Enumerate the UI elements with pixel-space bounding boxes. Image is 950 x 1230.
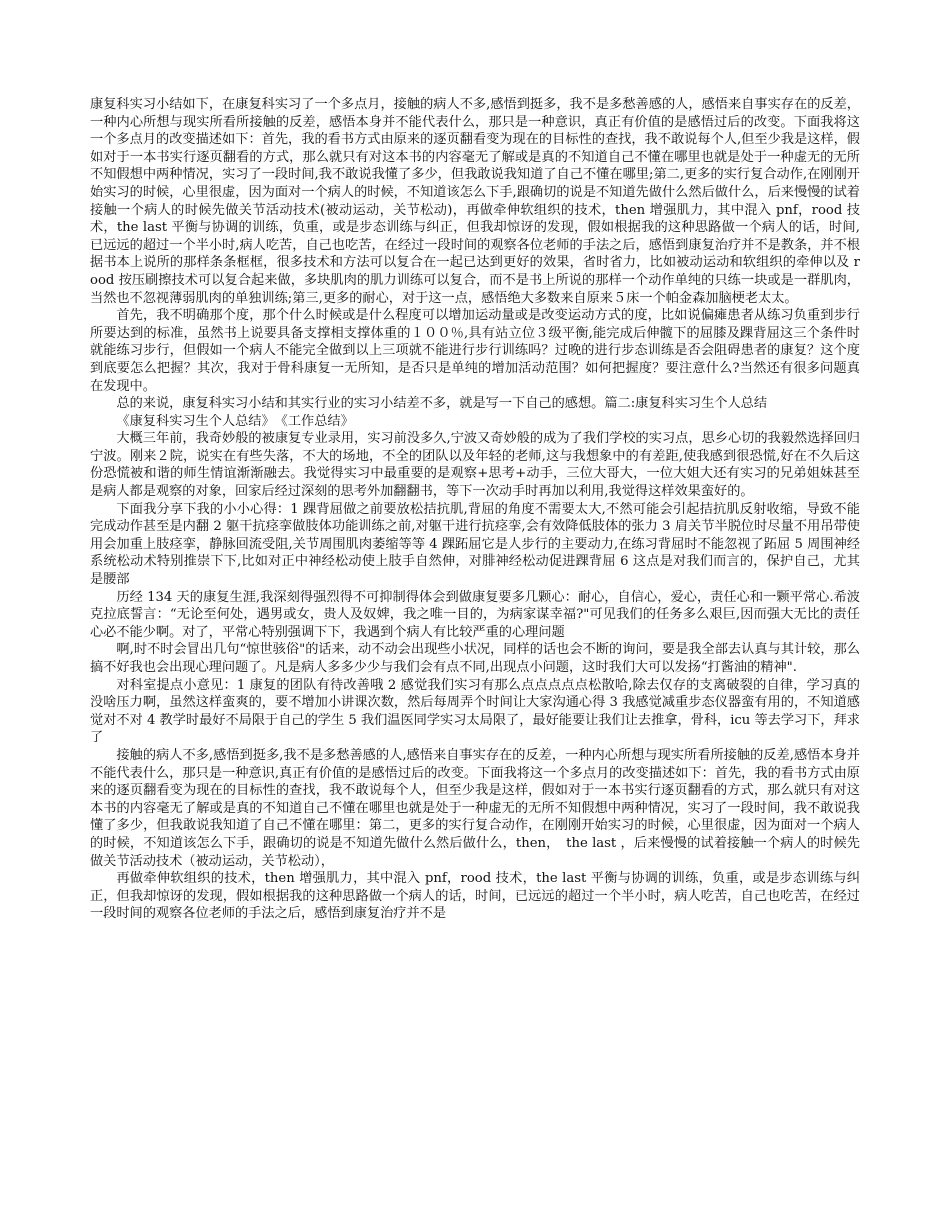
- paragraph-summary: 总的来说，康复科实习小结和其实行业的实习小结差不多，就是写一下自己的感想。篇二:康复科实习生个人总结: [116, 396, 768, 412]
- paragraph-titles: 《康复科实习生个人总结》 《工作总结》: [116, 413, 354, 429]
- paragraph-experience: 历经 134 天的康复生涯,我深刻得强烈得不可抑制得体会到做康复要多几颗心：耐心，自信心，爱心，责任心和一颗平常心.希波克拉底誓言：“无论至何处，遇男或女，贵人及奴婢，我之唯一目的，为病家谋幸福?"可见我们的任务多么艰巨,因而强大无比的责任心必不能少啊。对了，平常心特别强调下下，我遇到个病人有比较严重的心理问题: [90, 589, 860, 640]
- paragraph-patient: 啊,时不时会冒出几句“惊世骇俗"的话来，动不动会出现些小状况，同样的话也会不断的询问，要是我全部去认真与其计较，那么搞不好我也会出现心理问题了。凡是病人多多少少与我们会有点不同,出现点小问题，这时我们大可以发扬“打酱油的精神".: [90, 642, 860, 675]
- paragraph-questions: 首先，我不明确那个度，那个什么时候或是什么程度可以增加运动量或是改变运动方式的度，比如说偏瘫患者从练习负重到步行所要达到的标准，虽然书上说要具备支撑相支撑体重的１００％,具有站立位３级平衡,能完成后伸髋下的屈膝及踝背屈这三个条件时就能练习步行，但假如一个病人不能完全做到以上三项就不能进行步行训练吗？过晚的进行步态训练是否会阻碍患者的康复？这个度到底要怎么把握？其次，我对于骨科康复一无所知，是否只是单纯的增加活动范围？如何把握度？要注意什么?当然还有很多问题真在发现中。: [90, 308, 860, 394]
- paragraph-reflection: 接触的病人不多,感悟到挺多,我不是多愁善感的人,感悟来自事实存在的反差，一种内心所想与现实所看所接触的反差,感悟本身并不能代表什么，那只是一种意识,真正有价值的是感悟过后的改变。下面我将这一个多点月的改变描述如下：首先，我的看书方式由原来的逐页翻看变为现在的目标性的查找，我不敢说每个人，但至少我是这样，假如对于一本书实行逐页翻看的方式，那么就只有对这本书的内容毫无了解或是真的不知道自己不懂在哪里也就是处于一种虚无的无所不知假想中两种情况，实习了一段时间，我不敢说我懂了多少，但我敢说我知道了自己不懂在哪里：第二，更多的实行复合动作，在刚刚开始实习的时候，心里很虚，因为面对一个病人的时候，不知道该怎么下手，跟确切的说是不知道先做什么然后做什么，then， the last ，后来慢慢的试着接触一个病人的时候先做关节活动技术（被动运动，关节松动），: [90, 747, 860, 869]
- paragraph-continuation: 再做牵伸软组织的技术，then 增强肌力，其中混入 pnf，rood 技术，the last 平衡与协调的训练，负重，或是步态训练与纠正，但我却惊讶的发现，假如根据我的这种思路做一个病人的话，时间，已远远的超过一个半小时，病人吃苦，自己也吃苦，在经过一段时间的观察各位老师的手法之后，感悟到康复治疗并不是: [90, 871, 860, 922]
- paragraph-intro: 康复科实习小结如下，在康复科实习了一个多点月，接触的病人不多,感悟到挺多，我不是多愁善感的人，感悟来自事实存在的反差，一种内心所想与现实所看所接触的反差，感悟本身并不能代表什么，那只是一种意识，真正有价值的是感悟过后的改变。下面我将这一个多点月的改变描述如下：首先，我的看书方式由原来的逐页翻看变为现在的目标性的查找，我不敢说每个人,但至少我是这样，假如对于一本书实行逐页翻看的方式，那么就只有对这本书的内容毫无了解或是真的不知道自己不懂在哪里也就是处于一种虚无的无所不知假想中两种情况，实习了一段时间,我不敢说我懂了多少，但我敢说我知道了自己不懂在哪里;第二,更多的实行复合动作,在刚刚开始实习的时候，心里很虚，因为面对一个病人的时候，不知道该怎么下手,跟确切的说是不知道先做什么然后做什么，后来慢慢的试着接触一个病人的时候先做关节活动技术(被动运动，关节松动)，再做牵伸软组织的技术，then 增强肌力，其中混入 pnf，rood 技术，the last 平衡与协调的训练，负重，或是步态训练与纠正，但我却惊讶的发现，假如根据我的这种思路做一个病人的话，时间,已远远的超过一个半小时,病人吃苦，自己也吃苦，在经过一段时间的观察各位老师的手法之后，感悟到康复治疗并不是教条，并不根据书本上说所的那样条条框框，很多技术和方法可以复合在一起已达到更好的效果，省时省力，比如被动运动和软组织的牵伸以及 rood 按压刷擦技术可以复合起来做，多块肌肉的肌力训练可以复合，而不是书上所说的那样一个动作单纯的只练一块或是一群肌肉，当然也不忽视薄弱肌肉的单独训练;第三,更多的耐心，对于这一点，感悟绝大多数来自原来５床一个帕金森加脑梗老太太。: [90, 97, 860, 306]
- paragraph-tips: 下面我分享下我的小小心得：1 踝背屈做之前要放松拮抗肌,背屈的角度不需要太大,不然可能会引起拮抗肌反射收缩，导致不能完成动作甚至是内翻 2 躯干抗痉挛做肢体功能训练之前,对躯干进行抗痉挛,会有效降低肢体的张力 3 肩关节半脱位时尽量不用吊带使用会加重上肢痉挛，静脉回流受阻,关节周围肌肉萎缩等等 4 踝跖屈它是人步行的主要动力,在练习背屈时不能忽视了跖屈 5 周围神经系统松动术特别推崇下下,比如对正中神经松动使上肢手自然伸，对腓神经松动促进踝背屈 6 这点是对我们而言的，保护自己，尤其是腰部: [90, 501, 860, 588]
- paragraph-background: 大概三年前，我奇妙般的被康复专业录用，实习前没多久,宁波又奇妙般的成为了我们学校的实习点，思乡心切的我毅然选择回归宁波。刚来２院，说实在有些失落，不大的场地，不全的团队以及年轻的老师,这与我想象中的有差距,使我感到很恐慌,好在不久后这份恐慌被和谐的师生情谊渐渐融去。我觉得实习中最重要的是观察+思考+动手，三位大哥大，一位大姐大还有实习的兄弟姐妹甚至是病人都是观察的对象，回家后经过深刻的思考外加翻翻书，等下一次动手时再加以利用,我觉得这样效果蛮好的。: [90, 431, 860, 500]
- document-body: [90, 96, 860, 923]
- paragraph-suggestions: 对科室提点小意见：1 康复的团队有待改善哦 2 感觉我们实习有那么点点点点点松散哈,除去仅存的支离破裂的自律，学习真的没啥压力啊，虽然这样蛮爽的，要不增加小讲课次数，然后每周弄个时间让大家沟通心得 3 我感觉减重步态仪器蛮有用的，不知道感觉对不对 4 教学时最好不局限于自己的学生 5 我们温医同学实习太局限了，最好能要让我们让去推拿，骨科，icu 等去学习下，拜求了: [90, 677, 860, 746]
